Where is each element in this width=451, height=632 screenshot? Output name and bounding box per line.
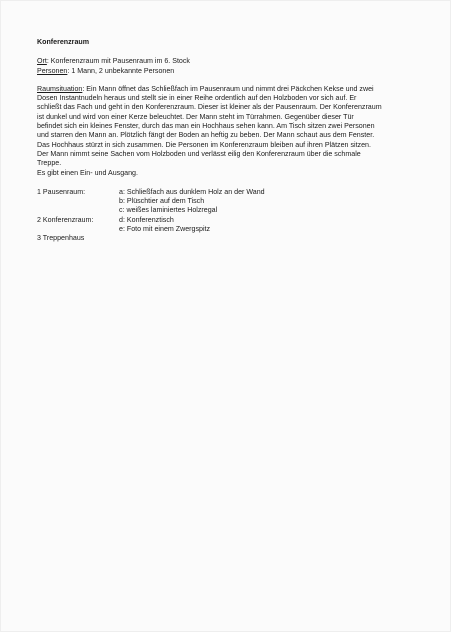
room-object: d: Konferenztisch	[119, 215, 174, 224]
situation-line: und starren den Mann an. Plötzlich fängt der Boden an heftig zu beben. Der Mann schaut aus dem Fenster.	[37, 131, 375, 140]
document-body	[37, 38, 417, 244]
list-item	[37, 206, 417, 215]
situation-line: Treppe.	[37, 159, 62, 168]
situation-line: ist dunkel und wird von einer Kerze beleuchtet. Der Mann steht im Türrahmen. Gegenüber dieser Tür	[37, 112, 354, 121]
situation-line: Der Mann nimmt seine Sachen vom Holzboden und verlässt eilig den Konferenzraum über die schmale	[37, 149, 361, 158]
situation-line: Es gibt einen Ein- und Ausgang.	[37, 168, 138, 177]
persons-label: Personen	[37, 66, 68, 75]
room-situation	[37, 85, 417, 178]
situation-line: befindet sich ein kleines Fenster, durch das man ein Hochhaus sehen kann. Am Tisch sitzen zwei Personen	[37, 122, 375, 131]
location-label: Ort	[37, 57, 47, 66]
room-name: 1 Pausenraum:	[37, 187, 86, 196]
room-name: 3 Treppenhaus	[37, 234, 85, 243]
room-object: e: Foto mit einem Zwergspitz	[119, 225, 211, 234]
situation-line: Das Hochhaus stürzt in sich zusammen. Die Personen im Konferenzraum bleiben auf ihren Plätzen sitzen.	[37, 140, 371, 149]
room-name: 2 Konferenzraum:	[37, 215, 94, 224]
room-object: b: Plüschtier auf dem Tisch	[119, 197, 205, 206]
location-line	[37, 57, 417, 66]
situation-line: Raumsituation: Ein Mann öffnet das Schließfach im Pausenraum und nimmt drei Päckchen Kekse und zwei	[37, 84, 374, 93]
list-item	[37, 234, 417, 243]
persons-line	[37, 67, 417, 76]
room-object: a: Schließfach aus dunklem Holz an der Wand	[119, 187, 265, 196]
situation-line: Dosen Instantnudeln heraus und stellt sie in einer Reihe ordentlich auf den Holzboden vor sich auf. Er	[37, 94, 357, 103]
persons-value: : 1 Mann, 2 unbekannte Personen	[67, 66, 175, 75]
room-object: c: weißes laminiertes Holzregal	[119, 206, 218, 215]
location-value: : Konferenzraum mit Pausenraum im 6. Stock	[46, 57, 190, 66]
list-item	[37, 197, 417, 206]
room-list	[37, 188, 417, 244]
list-item	[37, 225, 417, 234]
situation-line: schließt das Fach und geht in den Konferenzraum. Dieser ist kleiner als der Pausenraum. Der Konferenzraum	[37, 103, 382, 112]
document-title: Konferenzraum	[37, 38, 90, 46]
situation-label: Raumsituation	[37, 84, 83, 93]
list-item	[37, 216, 417, 225]
list-item	[37, 188, 417, 197]
